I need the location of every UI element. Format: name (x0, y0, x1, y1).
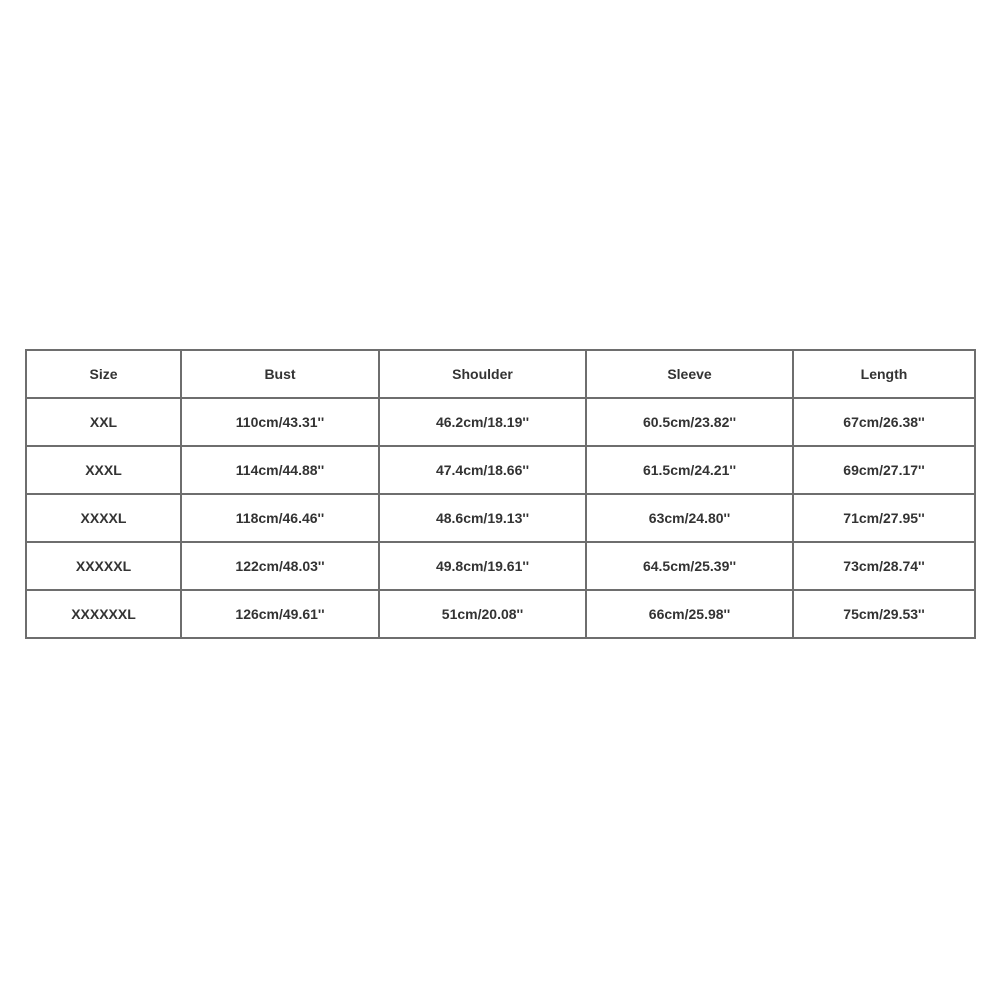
cell-shoulder: 46.2cm/18.19'' (379, 398, 586, 446)
cell-length: 67cm/26.38'' (793, 398, 975, 446)
cell-bust: 118cm/46.46'' (181, 494, 379, 542)
table-row (26, 542, 975, 590)
cell-sleeve: 61.5cm/24.21'' (586, 446, 793, 494)
cell-shoulder: 51cm/20.08'' (379, 590, 586, 638)
cell-shoulder: 48.6cm/19.13'' (379, 494, 586, 542)
table-row (26, 494, 975, 542)
cell-sleeve: 63cm/24.80'' (586, 494, 793, 542)
cell-sleeve: 64.5cm/25.39'' (586, 542, 793, 590)
cell-length: 75cm/29.53'' (793, 590, 975, 638)
table-header-row (26, 350, 975, 398)
header-size: Size (26, 350, 181, 398)
cell-length: 69cm/27.17'' (793, 446, 975, 494)
cell-size: XXXL (26, 446, 181, 494)
cell-bust: 122cm/48.03'' (181, 542, 379, 590)
table-row (26, 446, 975, 494)
cell-length: 71cm/27.95'' (793, 494, 975, 542)
table-row (26, 590, 975, 638)
header-bust: Bust (181, 350, 379, 398)
cell-length: 73cm/28.74'' (793, 542, 975, 590)
size-chart-table (25, 349, 976, 639)
cell-bust: 114cm/44.88'' (181, 446, 379, 494)
header-length: Length (793, 350, 975, 398)
cell-size: XXXXXXL (26, 590, 181, 638)
cell-size: XXXXXL (26, 542, 181, 590)
cell-bust: 126cm/49.61'' (181, 590, 379, 638)
cell-size: XXL (26, 398, 181, 446)
table-row (26, 398, 975, 446)
cell-sleeve: 66cm/25.98'' (586, 590, 793, 638)
cell-size: XXXXL (26, 494, 181, 542)
header-shoulder: Shoulder (379, 350, 586, 398)
cell-shoulder: 49.8cm/19.61'' (379, 542, 586, 590)
cell-sleeve: 60.5cm/23.82'' (586, 398, 793, 446)
cell-bust: 110cm/43.31'' (181, 398, 379, 446)
cell-shoulder: 47.4cm/18.66'' (379, 446, 586, 494)
header-sleeve: Sleeve (586, 350, 793, 398)
